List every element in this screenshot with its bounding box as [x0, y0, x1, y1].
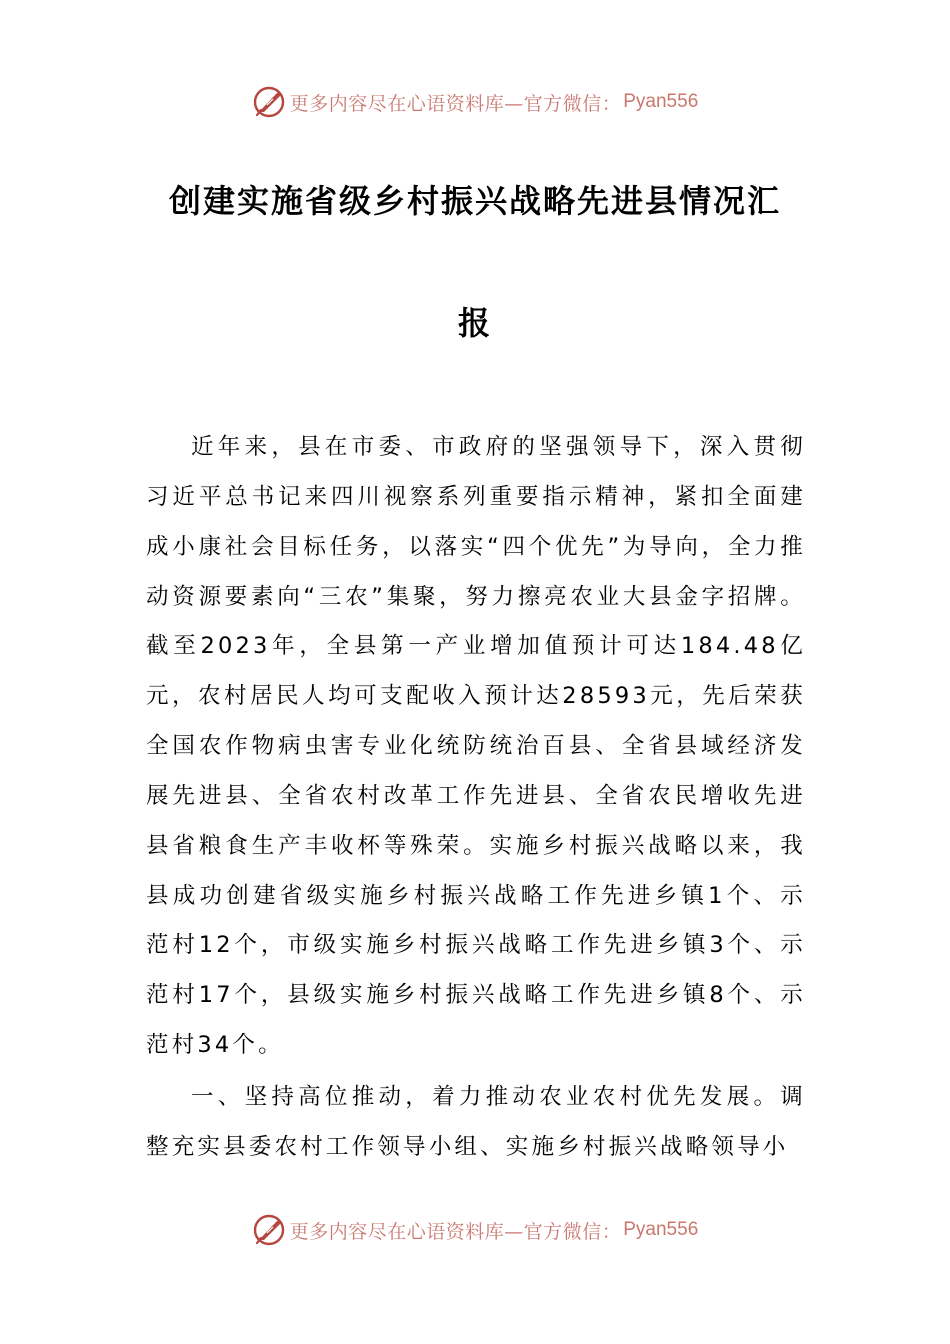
watermark-text: 更多内容尽在心语资料库—官方微信： — [289, 1220, 622, 1243]
watermark-wechat-id: Pyan556 — [623, 91, 699, 112]
body-paragraph: 一、坚持高位推动，着力推动农业农村优先发展。调整充实县委农村工作领导小组、实施乡村振兴战略领导小 — [146, 1084, 806, 1160]
document-title-line1: 创建实施省级乡村振兴战略先进县情况汇 — [168, 182, 781, 220]
quill-circle-icon — [252, 1213, 286, 1247]
quill-circle-icon — [252, 85, 286, 119]
body-paragraph: 近年来，县在市委、市政府的坚强领导下，深入贯彻习近平总书记来四川视察系列重要指示精神，紧扣全面建成小康社会目标任务，以落实“四个优先”为导向，全力推动资源要素向“三农”集聚，努力擦亮农业大县金字招牌。截至2023年，全县第一产业增加值预计可达184.48亿元，农村居民人均可支配收入预计达28593元，先后荣获全国农作物病虫害专业化统防统治百县、全省县域经济发展先进县、全省农村改革工作先进县、全省农民增收先进县省粮食生产丰收杯等殊荣。实施乡村振兴战略以来，我县成功创建省级实施乡村振兴战略工作先进乡镇1个、示范村12个，市级实施乡村振兴战略工作先进乡镇3个、示范村17个，县级实施乡村振兴战略工作先进乡镇8个、示范村34个。 — [146, 434, 806, 1059]
watermark-wechat-id: Pyan556 — [623, 1219, 699, 1240]
footer-watermark — [0, 1210, 950, 1250]
document-title-line2: 报 — [457, 304, 492, 342]
header-watermark — [0, 82, 950, 122]
watermark-text: 更多内容尽在心语资料库—官方微信： — [289, 92, 622, 115]
